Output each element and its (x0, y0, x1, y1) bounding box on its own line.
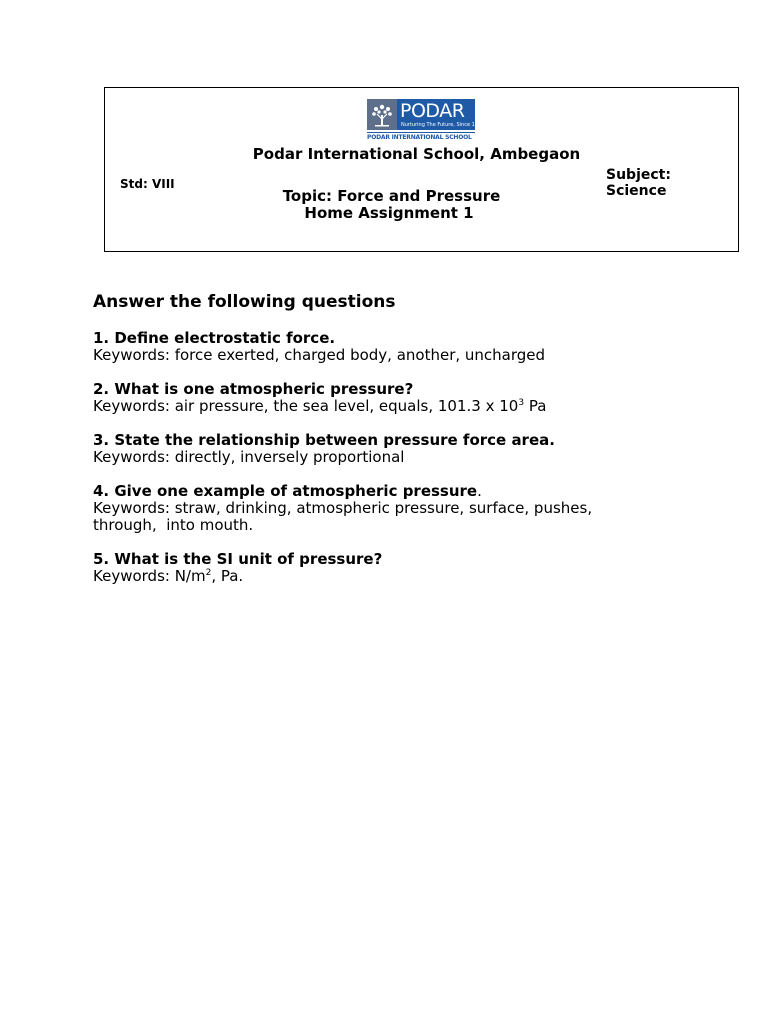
standard-label: Std: VIII (120, 177, 175, 191)
question-keywords (93, 398, 713, 415)
superscript-exponent: 3 (518, 398, 525, 408)
subject-heading: Subject: (606, 167, 671, 183)
logo-name-block (397, 99, 485, 130)
question-item (93, 551, 713, 585)
logo-name: PODAR (400, 100, 465, 122)
question-text: 5. What is the SI unit of pressure? (93, 550, 383, 568)
question-keywords (93, 568, 713, 585)
question-keywords: Keywords: directly, inversely proportional (93, 448, 405, 466)
assignment-title: Home Assignment 1 (304, 204, 474, 222)
question-list (93, 292, 713, 602)
instructions-heading: Answer the following questions (93, 292, 396, 312)
school-name: Podar International School, Ambegaon (252, 145, 581, 163)
keywords-unit: , Pa. (211, 567, 244, 585)
logo-banner (367, 99, 485, 130)
question-keywords-continued: through, into mouth. (93, 516, 254, 534)
question-main: 4. Give one example of atmospheric pressure (93, 482, 478, 500)
question-trail: . (477, 482, 482, 500)
question-keywords: Keywords: force exerted, charged body, another, uncharged (93, 346, 546, 364)
tree-icon (367, 99, 397, 130)
question-text: 1. Define electrostatic force. (93, 329, 336, 347)
question-text: 3. State the relationship between pressure force area. (93, 431, 555, 449)
question-text: 2. What is one atmospheric pressure? (93, 380, 414, 398)
keywords-text: Keywords: N/m (93, 567, 206, 585)
topic-title: Topic: Force and Pressure (282, 187, 501, 205)
logo-tagline: Nurturing The Future, Since 1927 (401, 122, 485, 128)
subject-value: Science (606, 183, 667, 199)
assignment-header (104, 87, 739, 252)
question-item (93, 432, 713, 466)
superscript-exponent: 2 (205, 568, 212, 578)
question-item (93, 381, 713, 415)
question-item (93, 483, 713, 534)
keywords-unit: Pa (524, 397, 547, 415)
question-text (93, 483, 713, 500)
question-item (93, 330, 713, 364)
keywords-text: Keywords: air pressure, the sea level, equals, 101.3 x 10 (93, 397, 519, 415)
school-logo (367, 99, 485, 141)
question-keywords: Keywords: straw, drinking, atmospheric pressure, surface, pushes, (93, 499, 593, 517)
logo-subtitle: PODAR INTERNATIONAL SCHOOL (367, 132, 475, 141)
